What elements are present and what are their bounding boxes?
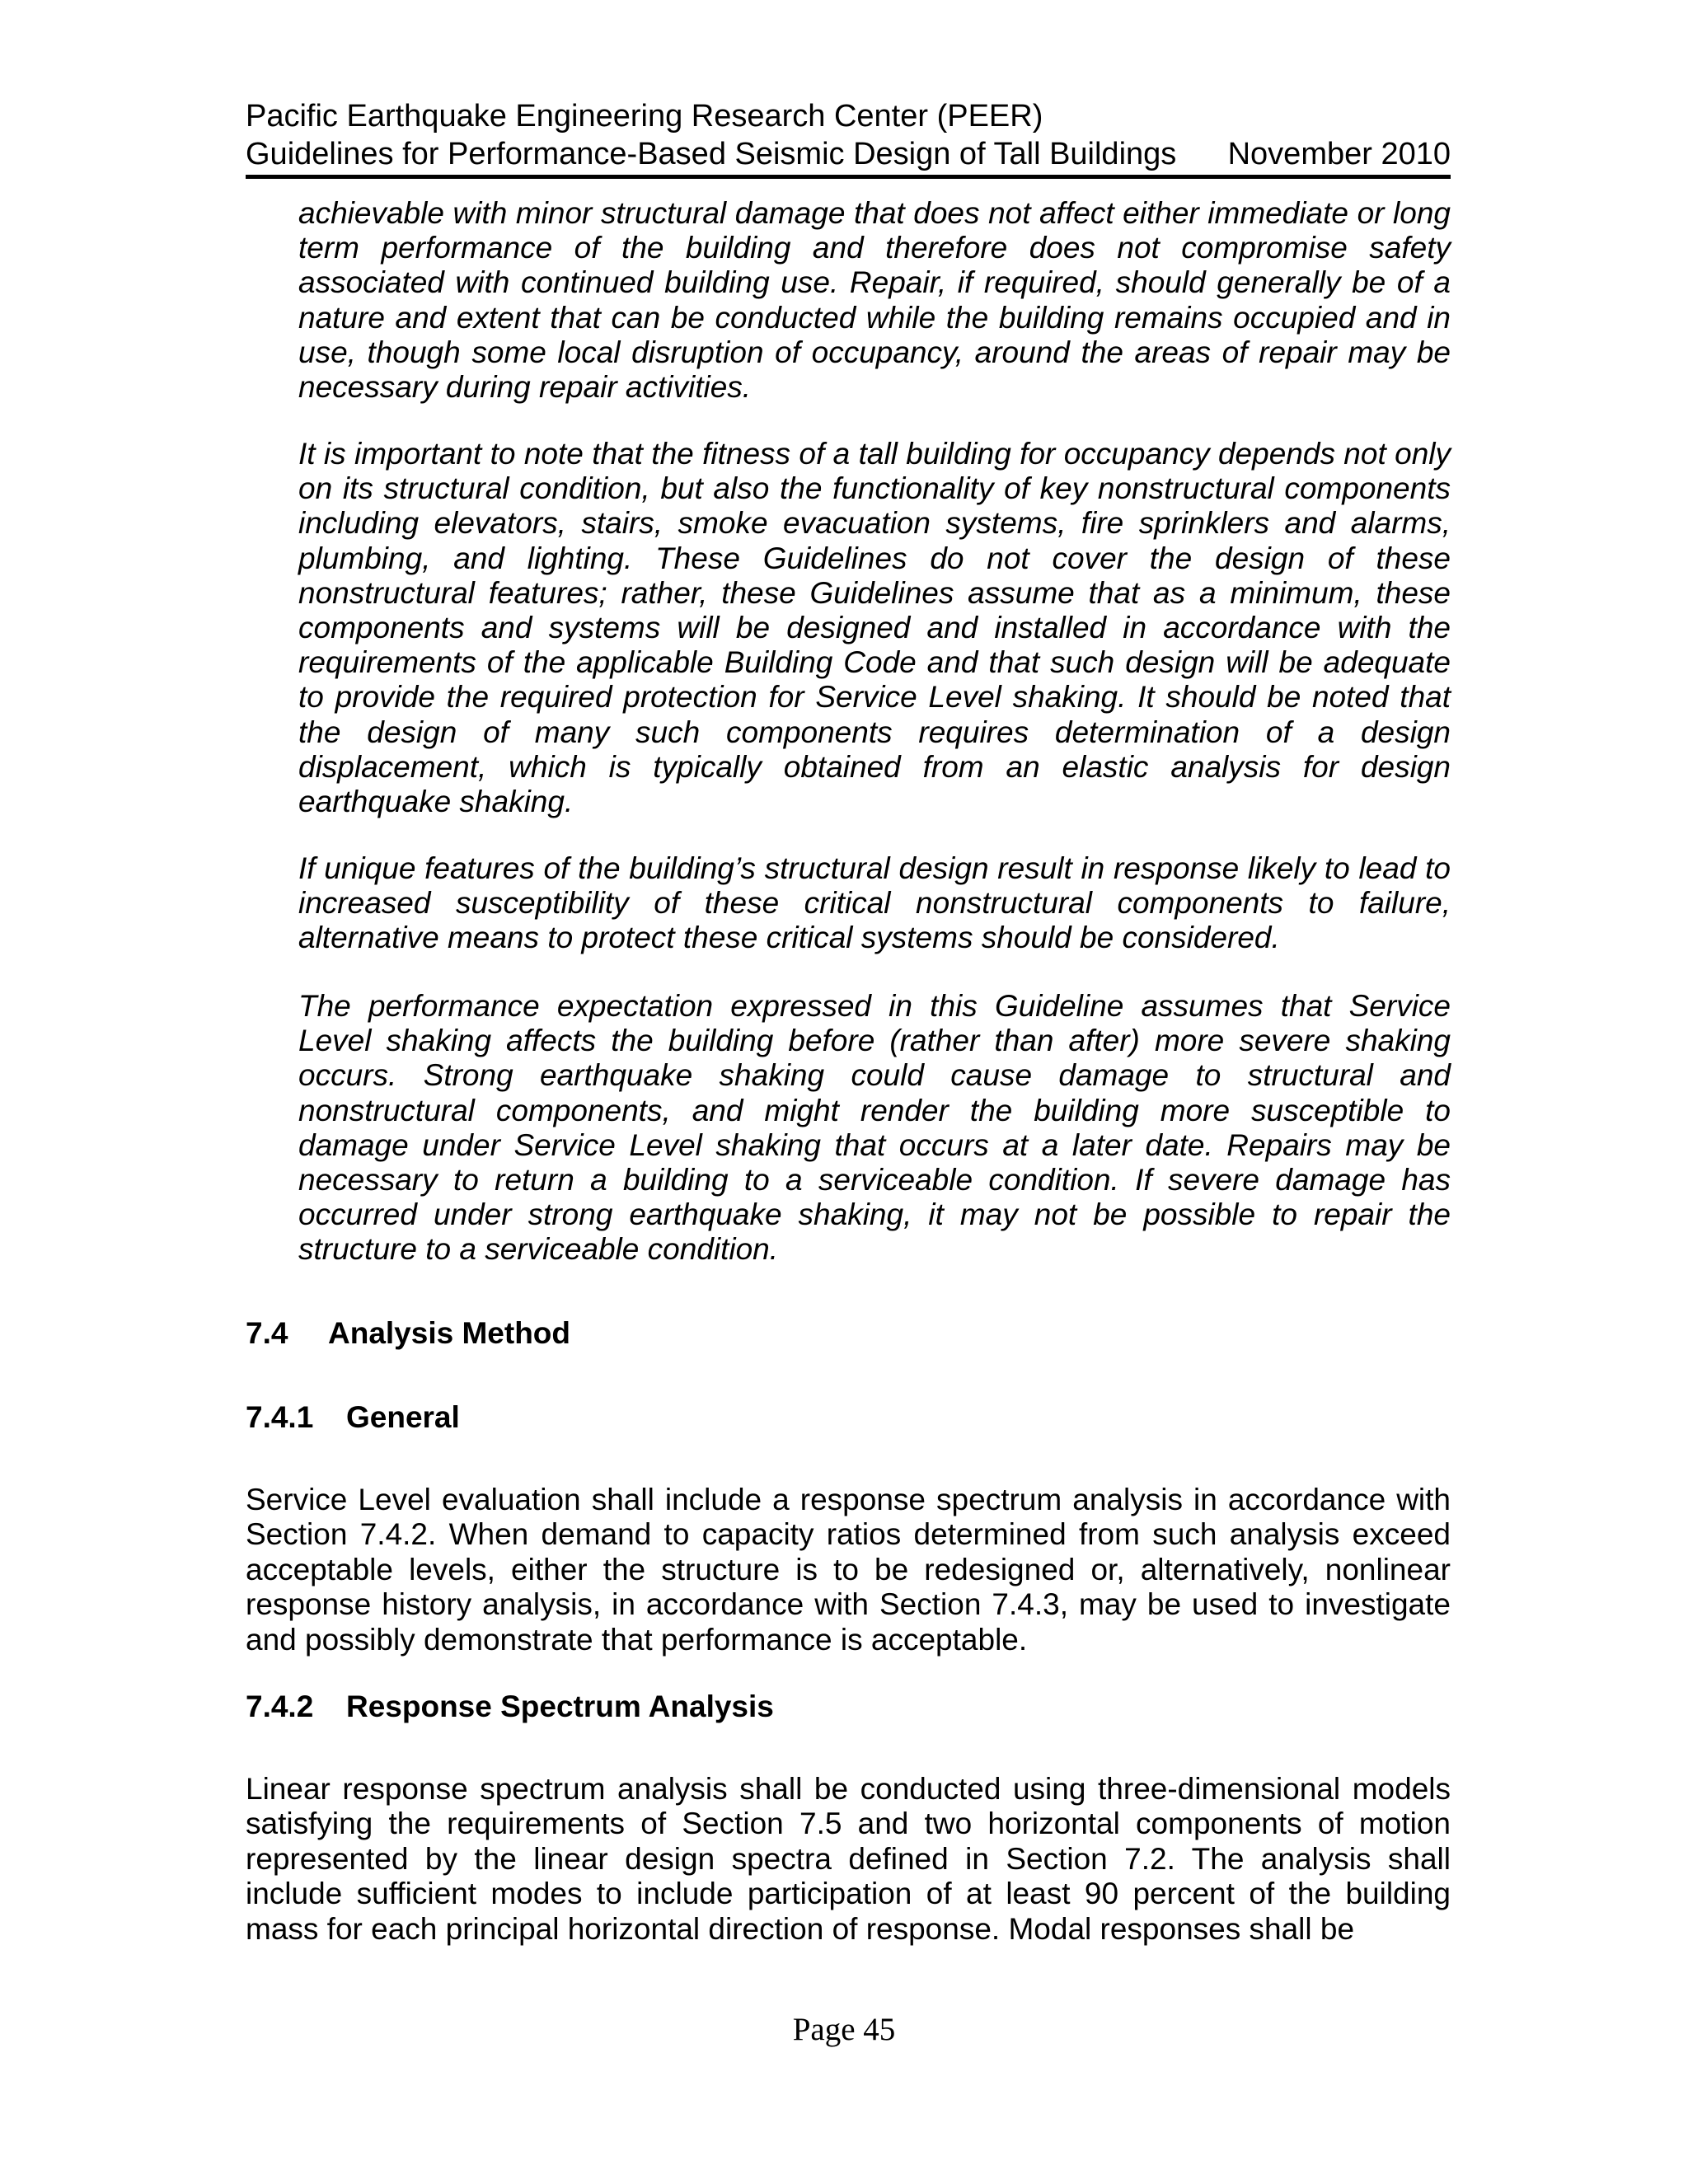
section-heading-7-4-2: [246, 1689, 774, 1725]
commentary-paragraph-3: If unique features of the building’s structural design result in response likely to lead to increased susceptibility of these critical nonstructural components to failure, alternative means to protect these critical systems should be considered.: [298, 851, 1451, 955]
header-date: November 2010: [1227, 137, 1451, 171]
section-title: Response Spectrum Analysis: [346, 1690, 774, 1723]
section-heading-7-4: [246, 1315, 570, 1352]
general-paragraph: Service Level evaluation shall include a response spectrum analysis in accordance with Section 7.4.2. When demand to capacity ratios determined from such analysis exceed acceptable levels, either the structure is to be redesigned or, alternatively, nonlinear response history analysis, in accordance with Section 7.4.3, may be used to investigate and possibly demonstrate that performance is acceptable.: [246, 1483, 1451, 1657]
section-number: 7.4.1: [246, 1400, 314, 1434]
section-title: Analysis Method: [328, 1316, 570, 1350]
commentary-paragraph-2: It is important to note that the fitness of a tall building for occupancy depends not only on its structural condition, but also the functionality of key nonstructural components including elevators, stairs, smoke evacuation systems, fire sprinklers and alarms, plumbing, and lighting. These Guidelines do not cover the design of these nonstructural features; rather, these Guidelines assume that as a minimum, these components and systems will be designed and installed in accordance with the requirements of the applicable Building Code and that such design will be adequate to provide the required protection for Service Level shaking. It should be noted that the design of many such components requires determination of a design displacement, which is typically obtained from an elastic analysis for design earthquake shaking.: [298, 437, 1451, 819]
header-org: Pacific Earthquake Engineering Research Center (PEER): [246, 99, 1043, 134]
section-number: 7.4: [246, 1316, 288, 1350]
commentary-paragraph-1: achievable with minor structural damage that does not affect either immediate or long term performance of the building and therefore does not compromise safety associated with continued building use. Repair, if required, should generally be of a nature and extent that can be conducted while the building remains occupied and in use, though some local disruption of occupancy, around the areas of repair may be necessary during repair activities.: [298, 196, 1451, 405]
section-heading-7-4-1: [246, 1399, 460, 1436]
page-header: [246, 97, 1451, 179]
section-number: 7.4.2: [246, 1690, 314, 1723]
response-spectrum-paragraph: Linear response spectrum analysis shall be conducted using three-dimensional models satisfying the requirements of Section 7.5 and two horizontal components of motion represented by the linear design spectra defined in Section 7.2. The analysis shall include sufficient modes to include participation of at least 90 percent of the building mass for each principal horizontal direction of response. Modal responses shall be: [246, 1772, 1451, 1946]
header-title-row: [246, 135, 1451, 173]
commentary-paragraph-4: The performance expectation expressed in this Guideline assumes that Service Level shaking affects the building before (rather than after) more severe shaking occurs. Strong earthquake shaking could cause damage to structural and nonstructural components, and might render the building more susceptible to damage under Service Level shaking that occurs at a later date. Repairs may be necessary to return a building to a serviceable condition. If severe damage has occurred under strong earthquake shaking, it may not be possible to repair the structure to a serviceable condition.: [298, 989, 1451, 1267]
section-title: General: [346, 1400, 460, 1434]
page-number: Page 45: [792, 2012, 896, 2047]
header-title: Guidelines for Performance-Based Seismic Design of Tall Buildings: [246, 137, 1177, 171]
